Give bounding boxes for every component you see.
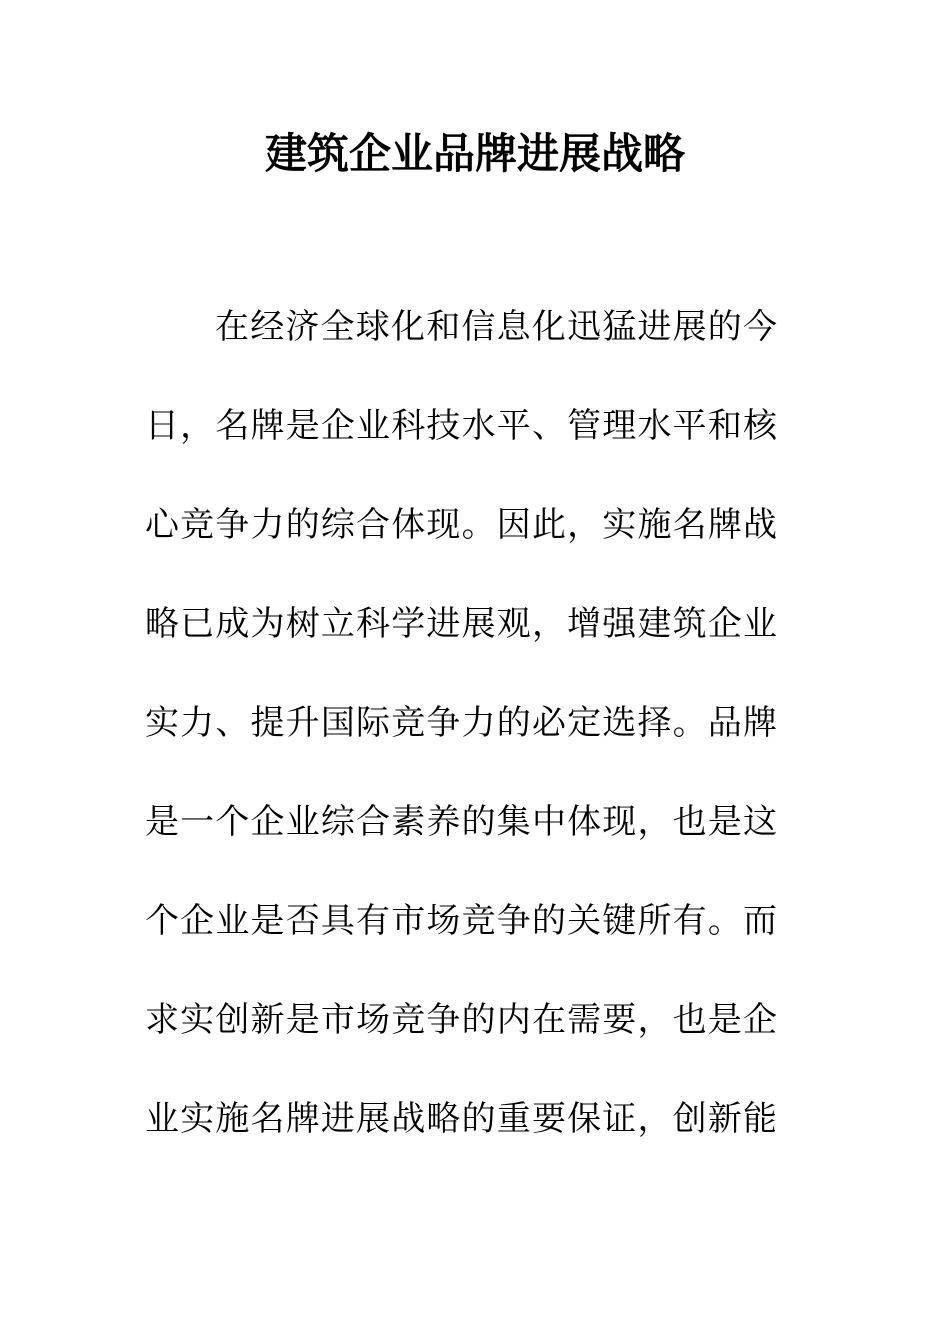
paragraph-line: 是一个企业综合素养的集中体现，也是这 [145, 802, 777, 842]
document-title: 建筑企业品牌进展战略 [264, 129, 685, 178]
paragraph-line: 实力、提升国际竞争力的必定选择。品牌 [145, 703, 777, 743]
paragraph-line: 心竞争力的综合体现。因此，实施名牌战 [145, 505, 777, 545]
paragraph-line: 业实施名牌进展战略的重要保证，创新能 [145, 1099, 777, 1139]
paragraph-line: 日，名牌是企业科技水平、管理水平和核 [145, 406, 777, 446]
paragraph-line: 求实创新是市场竞争的内在需要，也是企 [145, 1000, 777, 1040]
paragraph-line: 个企业是否具有市场竞争的关键所有。而 [145, 901, 777, 941]
paragraph-line: 略已成为树立科学进展观，增强建筑企业 [145, 604, 777, 644]
body-paragraph [145, 305, 777, 1196]
paragraph-line: 在经济全球化和信息化迅猛进展的今 [215, 307, 777, 347]
